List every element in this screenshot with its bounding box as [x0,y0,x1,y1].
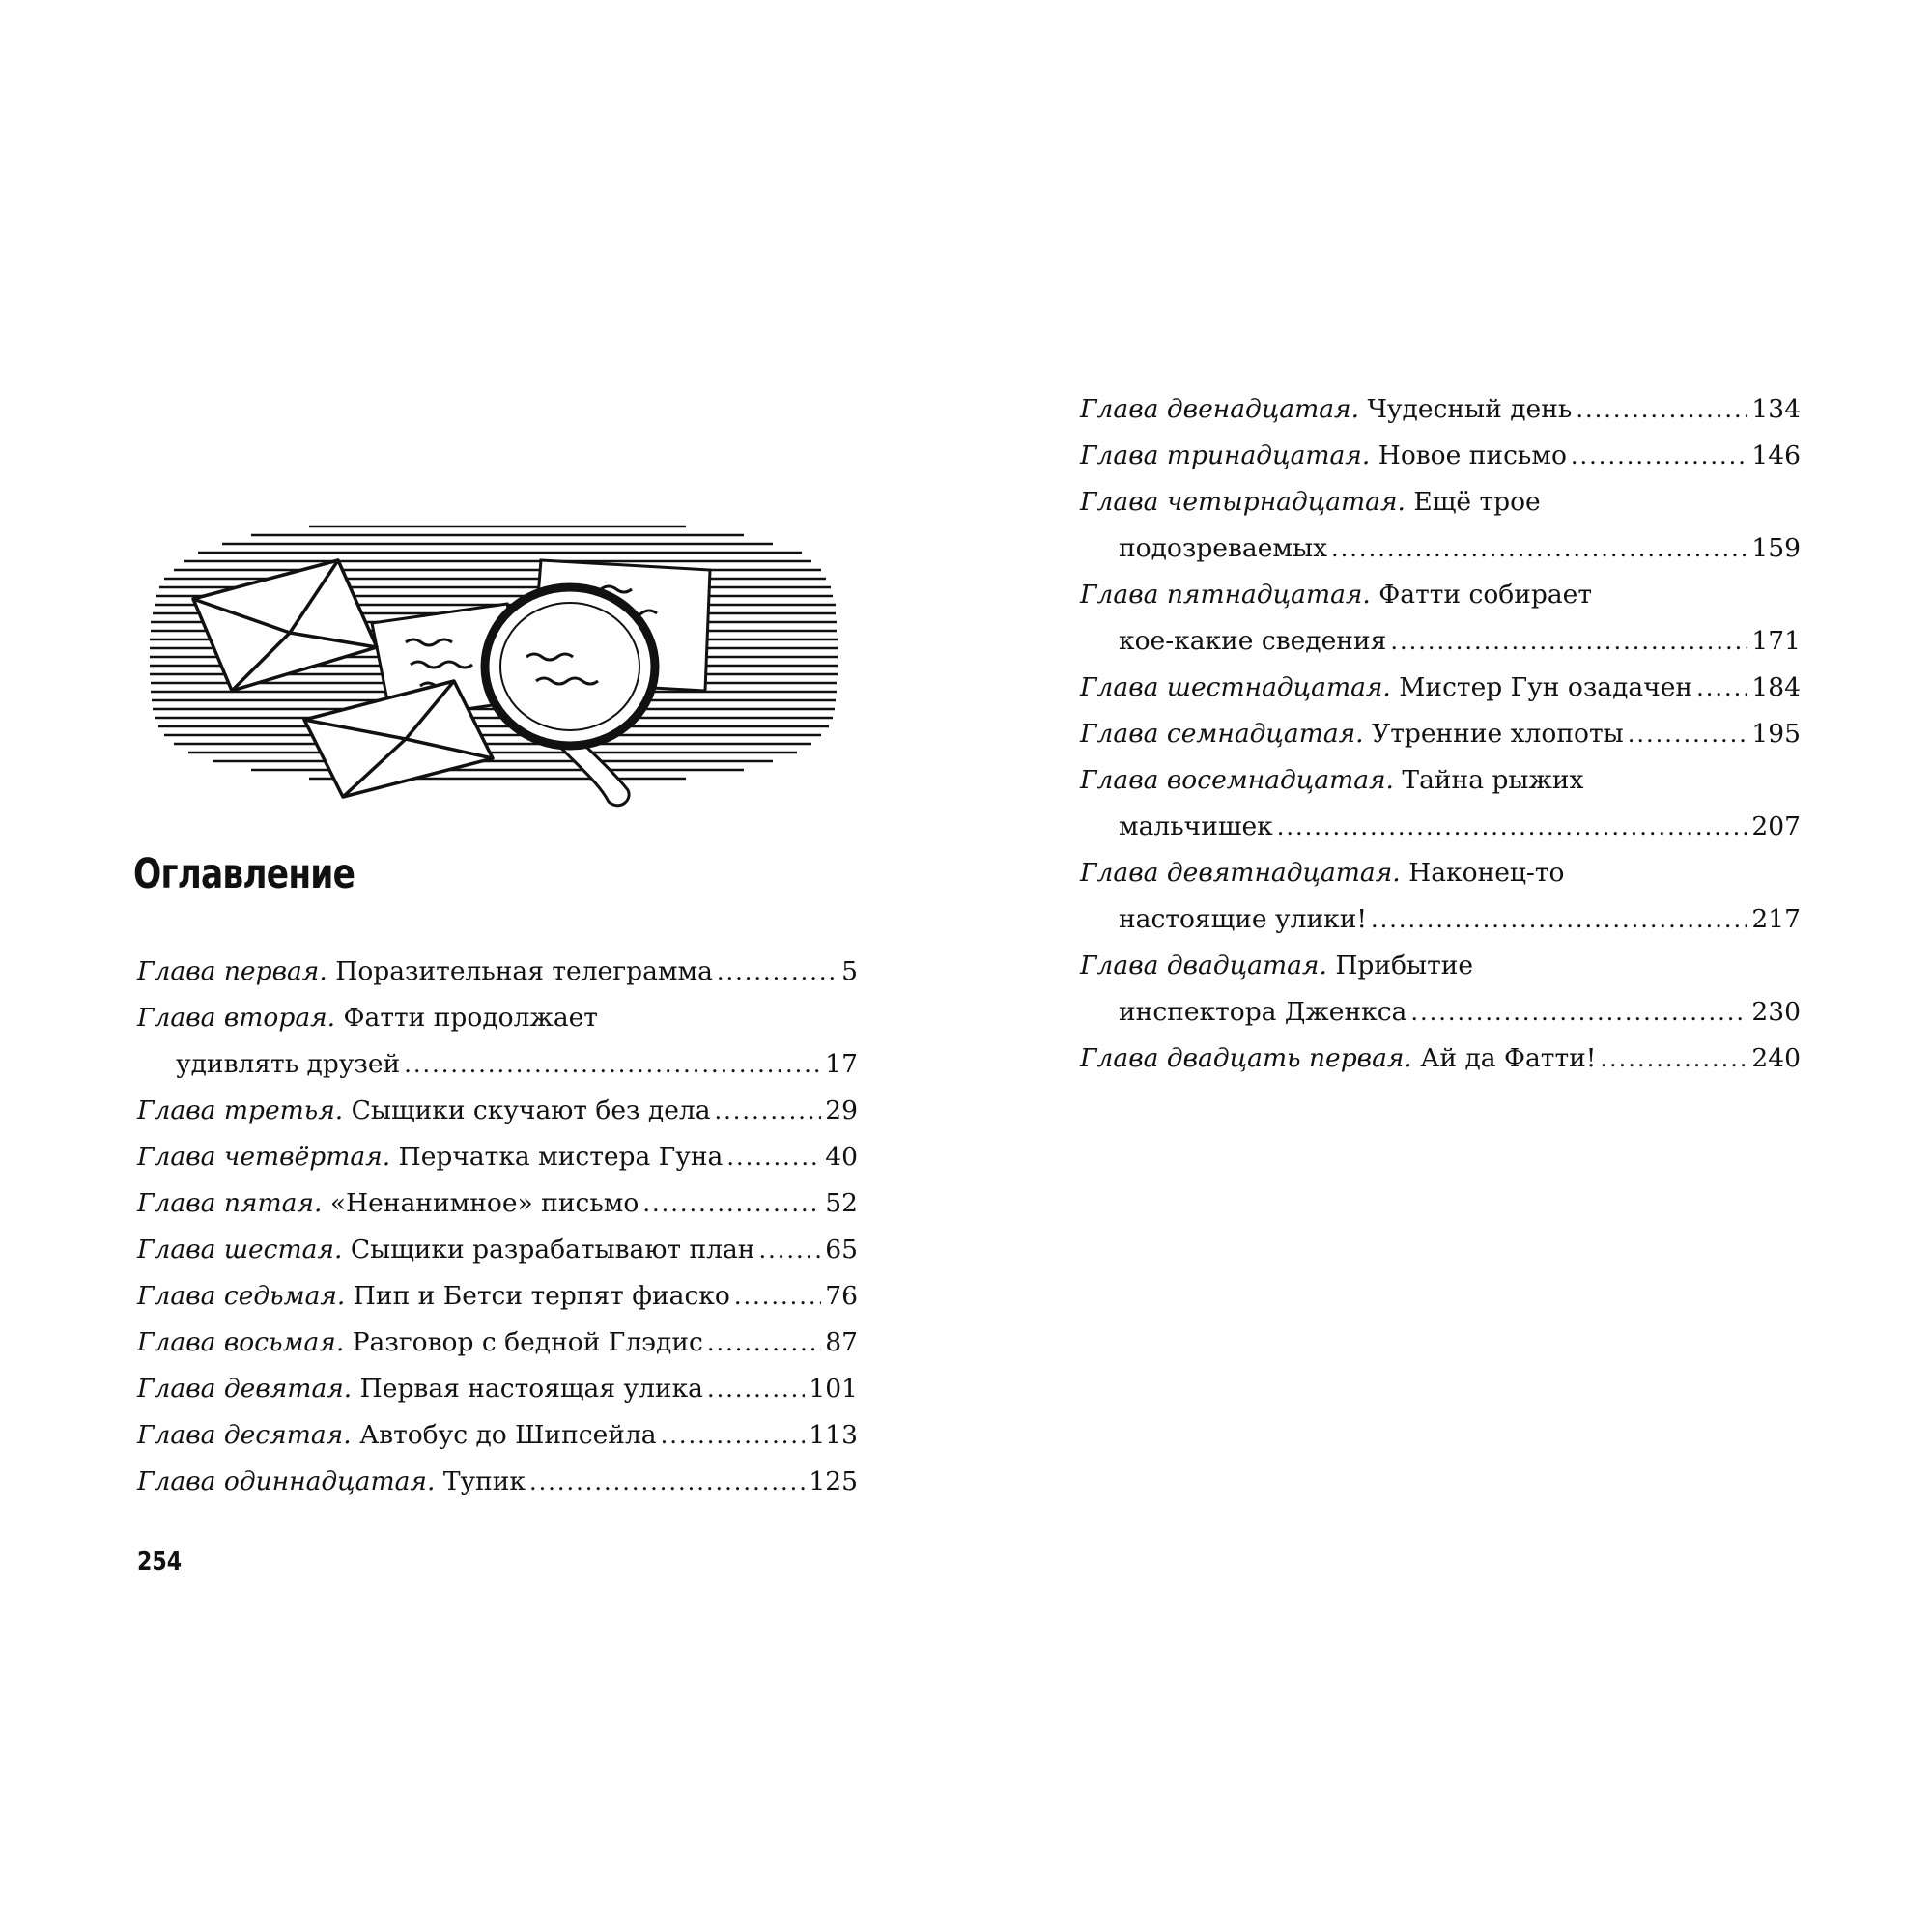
toc-entry[interactable] [137,995,858,1041]
dot-leader [1628,711,1748,757]
dot-leader [717,949,838,995]
toc-entry[interactable] [1080,479,1801,526]
chapter-label: Глава восьмая. [137,1327,345,1357]
dot-leader [1371,896,1747,943]
chapter-label: Глава четвёртая. [137,1142,391,1172]
page-ref: 159 [1751,533,1801,563]
page-ref: 87 [825,1327,858,1357]
toc-entry-continuation[interactable] [1080,804,1801,850]
chapter-label: Глава двадцать первая. [1080,1043,1412,1073]
toc-entry[interactable] [1080,433,1801,479]
chapter-label: Глава седьмая. [137,1281,346,1311]
chapter-title: Мистер Гун озадачен [1399,672,1693,702]
dot-leader [1277,804,1748,850]
toc-entry-continuation[interactable] [1080,896,1801,943]
chapter-title: Пип и Бетси терпят фиаско [353,1281,730,1311]
toc-entry[interactable] [137,1088,858,1134]
chapter-label: Глава двадцатая. [1080,951,1327,980]
chapter-label: Глава двенадцатая. [1080,394,1360,424]
chapter-label: Глава шестнадцатая. [1080,672,1391,702]
toc-left-column [137,949,858,1505]
dot-leader [726,1134,821,1180]
chapter-label: Глава тринадцатая. [1080,440,1371,470]
chapter-title: Чудесный день [1367,394,1573,424]
chapter-title: Сыщики скучают без дела [351,1095,711,1125]
chapter-title-continuation: кое-какие сведения [1119,626,1387,656]
toc-entry-continuation[interactable] [1080,526,1801,572]
page-ref: 65 [825,1235,858,1264]
magnifying-glass [485,587,655,806]
chapter-title: Автобус до Шипсейла [359,1420,657,1450]
chapter-label: Глава семнадцатая. [1080,719,1364,749]
chapter-label: Глава пятнадцатая. [1080,580,1371,610]
dot-leader [529,1459,805,1505]
chapter-title: Тупик [442,1466,526,1496]
chapter-title-continuation: настоящие улики! [1119,904,1368,934]
chapter-label: Глава пятая. [137,1188,323,1218]
chapter-title: Поразительная телеграмма [335,956,713,986]
toc-entry[interactable] [1080,1036,1801,1082]
chapter-title: Ай да Фатти! [1420,1043,1597,1073]
toc-entry[interactable] [137,1180,858,1227]
dot-leader [1410,989,1747,1036]
page-ref: 195 [1751,719,1801,749]
page-ref: 125 [809,1466,858,1496]
chapter-title: Прибытие [1335,951,1474,980]
chapter-label: Глава десятая. [137,1420,352,1450]
page-ref: 230 [1751,997,1801,1027]
toc-entry[interactable] [137,1134,858,1180]
dot-leader [1390,618,1747,665]
toc-entry[interactable] [1080,572,1801,618]
chapter-title: Перчатка мистера Гуна [398,1142,724,1172]
envelopes-magnifier-illustration [145,522,860,811]
chapter-title: Тайна рыжих [1402,765,1584,795]
page-number: 254 [137,1548,183,1577]
chapter-title: Разговор с бедной Глэдис [352,1327,703,1357]
page-ref: 40 [825,1142,858,1172]
chapter-label: Глава третья. [137,1095,344,1125]
toc-entry[interactable] [1080,850,1801,896]
chapter-label: Глава девятая. [137,1374,353,1404]
toc-entry[interactable] [137,1273,858,1320]
page-ref: 113 [809,1420,858,1450]
chapter-label: Глава четырнадцатая. [1080,487,1406,517]
dot-leader [1696,665,1747,711]
toc-entry[interactable] [1080,711,1801,757]
chapter-title: Фатти продолжает [343,1003,598,1033]
chapter-title-continuation: мальчишек [1119,811,1273,841]
chapter-title: Фатти собирает [1378,580,1593,610]
page-ref: 207 [1751,811,1801,841]
page-ref: 171 [1751,626,1801,656]
toc-entry-continuation[interactable] [1080,618,1801,665]
page-ref: 217 [1751,904,1801,934]
page-ref: 134 [1751,394,1801,424]
dot-leader [1331,526,1747,572]
page-ref: 76 [825,1281,858,1311]
dot-leader [404,1041,821,1088]
toc-entry[interactable] [1080,665,1801,711]
chapter-title: Наконец-то [1408,858,1565,888]
chapter-title-continuation: инспектора Дженкса [1119,997,1407,1027]
page-ref: 5 [841,956,858,986]
toc-entry[interactable] [137,1227,858,1273]
chapter-label: Глава восемнадцатая. [1080,765,1394,795]
chapter-label: Глава девятнадцатая. [1080,858,1401,888]
page-ref: 52 [825,1188,858,1218]
chapter-title: «Ненанимное» письмо [329,1188,639,1218]
toc-entry[interactable] [137,1366,858,1412]
page-ref: 101 [809,1374,858,1404]
dot-leader [734,1273,821,1320]
chapter-label: Глава шестая. [137,1235,343,1264]
chapter-title-continuation: удивлять друзей [176,1049,401,1079]
toc-entry[interactable] [1080,386,1801,433]
table-of-contents-heading: Оглавление [133,850,355,898]
dot-leader [707,1320,821,1366]
page-ref: 29 [825,1095,858,1125]
page-ref: 146 [1751,440,1801,470]
chapter-title: Утренние хлопоты [1372,719,1624,749]
dot-leader [707,1366,805,1412]
toc-entry[interactable] [1080,943,1801,989]
page-ref: 17 [825,1049,858,1079]
dot-leader [1600,1036,1747,1082]
page-ref: 240 [1751,1043,1801,1073]
chapter-label: Глава одиннадцатая. [137,1466,436,1496]
page-ref: 184 [1751,672,1801,702]
dot-leader [715,1088,822,1134]
chapter-title-continuation: подозреваемых [1119,533,1328,563]
envelope-left [193,560,377,691]
dot-leader [661,1412,806,1459]
chapter-title: Сыщики разрабатывают план [350,1235,755,1264]
chapter-label: Глава вторая. [137,1003,336,1033]
toc-entry[interactable] [137,1320,858,1366]
dot-leader [1576,386,1747,433]
dot-leader [1571,433,1747,479]
toc-entry[interactable] [137,949,858,995]
chapter-title: Первая настоящая улика [359,1374,703,1404]
toc-entry-continuation[interactable] [1080,989,1801,1036]
chapter-title: Ещё трое [1413,487,1541,517]
dot-leader [758,1227,821,1273]
toc-right-column [1080,386,1801,1082]
chapter-title: Новое письмо [1378,440,1567,470]
chapter-label: Глава первая. [137,956,327,986]
toc-entry[interactable] [137,1459,858,1505]
toc-entry[interactable] [1080,757,1801,804]
toc-entry[interactable] [137,1412,858,1459]
toc-entry-continuation[interactable] [137,1041,858,1088]
dot-leader [642,1180,821,1227]
